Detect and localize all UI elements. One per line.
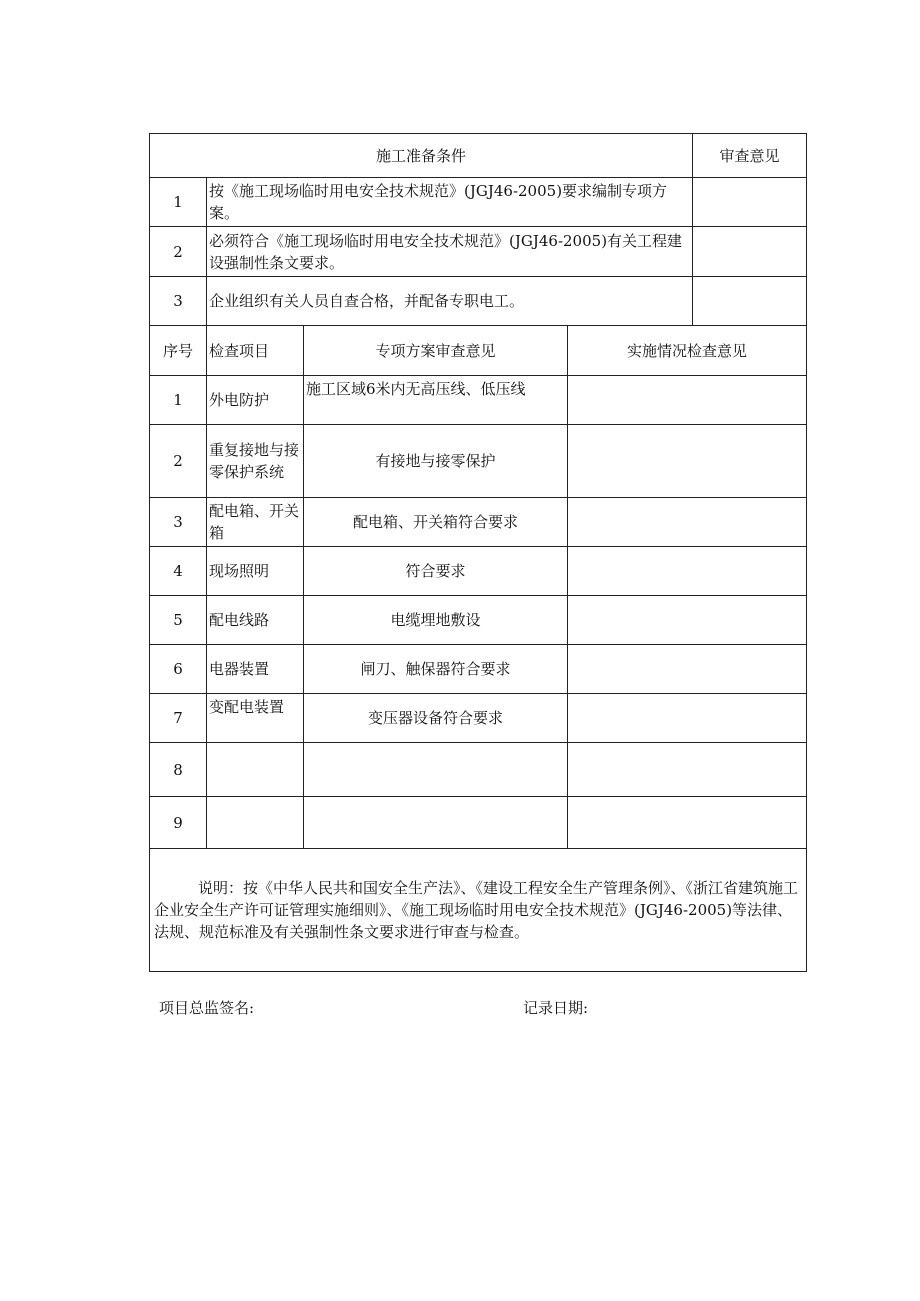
- table-row: [150, 743, 807, 797]
- condition-row: [150, 178, 807, 227]
- prep-conditions-header: 施工准备条件: [150, 134, 693, 178]
- impl-check-cell[interactable]: [568, 547, 807, 596]
- plan-review-cell: 施工区域6米内无高压线、低压线: [304, 376, 568, 425]
- table-row: [150, 498, 807, 547]
- check-item: 现场照明: [207, 547, 304, 596]
- signature-label: 项目总监签名:: [159, 999, 255, 1017]
- table-row: [150, 645, 807, 694]
- condition-review-cell[interactable]: [693, 277, 807, 326]
- table-row: [150, 797, 807, 849]
- table-row: [150, 694, 807, 743]
- plan-review-cell: 闸刀、触保器符合要求: [304, 645, 568, 694]
- impl-check-cell[interactable]: [568, 498, 807, 547]
- impl-check-cell[interactable]: [568, 694, 807, 743]
- plan-review-cell: 有接地与接零保护: [304, 425, 568, 498]
- check-item: 配电线路: [207, 596, 304, 645]
- note-row: [150, 849, 807, 972]
- table-row: [150, 547, 807, 596]
- inspection-form: [149, 133, 806, 972]
- check-item: 电器装置: [207, 645, 304, 694]
- condition-number: 1: [150, 178, 207, 227]
- plan-review-cell: 符合要求: [304, 547, 568, 596]
- row-number: 8: [150, 743, 207, 797]
- table-row: [150, 376, 807, 425]
- signature-footer: [0, 997, 920, 1027]
- plan-review-cell: 电缆埋地敷设: [304, 596, 568, 645]
- check-item[interactable]: [207, 797, 304, 849]
- record-date-label: 记录日期:: [523, 999, 589, 1017]
- check-item: 变配电装置: [207, 694, 304, 743]
- row-number: 1: [150, 376, 207, 425]
- row-number: 2: [150, 425, 207, 498]
- check-item: 配电箱、开关箱: [207, 498, 304, 547]
- condition-number: 2: [150, 227, 207, 277]
- seq-header: 序号: [150, 326, 207, 376]
- table-row: [150, 596, 807, 645]
- conditions-header-row: [150, 134, 807, 178]
- item-header: 检查项目: [207, 326, 304, 376]
- note-cell: [150, 849, 807, 972]
- impl-check-cell[interactable]: [568, 743, 807, 797]
- condition-text: 企业组织有关人员自查合格，并配备专职电工。: [207, 277, 693, 326]
- plan-review-header: 专项方案审查意见: [304, 326, 568, 376]
- impl-check-cell[interactable]: [568, 596, 807, 645]
- impl-check-cell[interactable]: [568, 376, 807, 425]
- condition-text: 必须符合《施工现场临时用电安全技术规范》(JGJ46-2005)有关工程建设强制性条文要求。: [207, 227, 693, 277]
- impl-check-cell[interactable]: [568, 645, 807, 694]
- row-number: 9: [150, 797, 207, 849]
- row-number: 4: [150, 547, 207, 596]
- check-item: 重复接地与接零保护系统: [207, 425, 304, 498]
- plan-review-cell: 配电箱、开关箱符合要求: [304, 498, 568, 547]
- row-number: 3: [150, 498, 207, 547]
- check-header-row: [150, 326, 807, 376]
- condition-review-cell[interactable]: [693, 227, 807, 277]
- condition-row: [150, 227, 807, 277]
- plan-review-cell: 变压器设备符合要求: [304, 694, 568, 743]
- row-number: 7: [150, 694, 207, 743]
- plan-review-cell[interactable]: [304, 743, 568, 797]
- condition-review-cell[interactable]: [693, 178, 807, 227]
- plan-review-cell[interactable]: [304, 797, 568, 849]
- row-number: 6: [150, 645, 207, 694]
- table-row: [150, 425, 807, 498]
- check-item: 外电防护: [207, 376, 304, 425]
- condition-number: 3: [150, 277, 207, 326]
- check-item[interactable]: [207, 743, 304, 797]
- review-opinion-header: 审查意见: [693, 134, 807, 178]
- impl-check-cell[interactable]: [568, 797, 807, 849]
- impl-check-cell[interactable]: [568, 425, 807, 498]
- inspection-table: [149, 133, 807, 972]
- condition-row: [150, 277, 807, 326]
- note-text: 说明：按《中华人民共和国安全生产法》、《建设工程安全生产管理条例》、《浙江省建筑施工企业安全生产许可证管理实施细则》、《施工现场临时用电安全技术规范》(JGJ46-2005)等法律、法规、规范标准及有关强制性条文要求进行审查与检查。: [154, 879, 799, 941]
- impl-check-header: 实施情况检查意见: [568, 326, 807, 376]
- condition-text: 按《施工现场临时用电安全技术规范》(JGJ46-2005)要求编制专项方案。: [207, 178, 693, 227]
- row-number: 5: [150, 596, 207, 645]
